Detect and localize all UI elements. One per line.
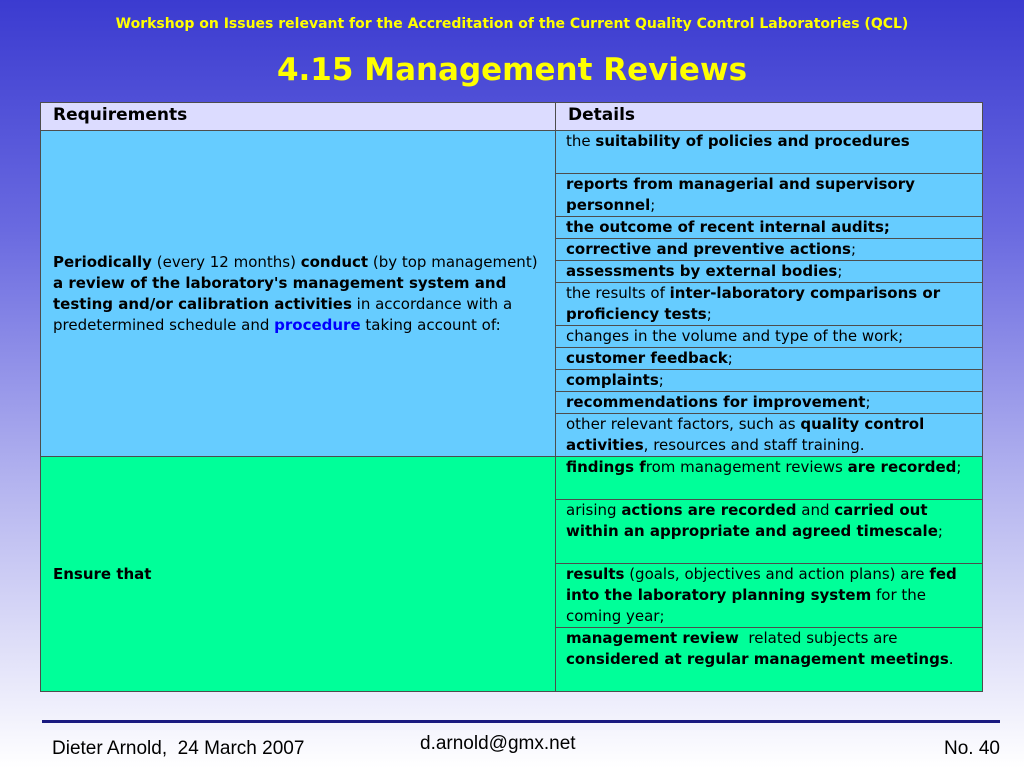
footer-email: d.arnold@gmx.net bbox=[420, 733, 576, 754]
req-text: procedure bbox=[274, 315, 361, 334]
detail-text: results bbox=[566, 565, 625, 583]
req-text: Periodically bbox=[53, 252, 152, 271]
detail-item bbox=[556, 131, 983, 174]
req-text: taking account of: bbox=[360, 315, 501, 334]
detail-text: ; bbox=[865, 393, 871, 411]
detail-text: ; bbox=[727, 349, 733, 367]
footer-author-date: Dieter Arnold, 24 March 2007 bbox=[52, 738, 305, 759]
detail-text: findings f bbox=[566, 458, 646, 476]
detail-item bbox=[556, 370, 983, 392]
requirement-periodic-review bbox=[41, 131, 556, 457]
detail-text: arising bbox=[566, 501, 622, 519]
detail-text: ; bbox=[850, 240, 857, 258]
detail-text: carried out within an appropriate and agreed timescale bbox=[566, 501, 938, 540]
detail-text: actions are recorded bbox=[621, 501, 797, 519]
detail-item bbox=[556, 392, 983, 414]
req-text: Ensure that bbox=[53, 564, 152, 583]
detail-text: corrective and preventive actions bbox=[566, 240, 851, 258]
detail-text: ; bbox=[956, 458, 962, 476]
detail-item bbox=[556, 174, 983, 217]
detail-item: changes in the volume and type of the work; bbox=[556, 326, 983, 348]
table-row bbox=[41, 131, 983, 174]
requirement-ensure-that bbox=[41, 457, 556, 692]
detail-text: related subjects are bbox=[738, 629, 903, 647]
detail-text: fed into the laboratory planning system bbox=[566, 565, 957, 604]
detail-item bbox=[556, 348, 983, 370]
details-header: Details bbox=[556, 103, 983, 131]
detail-item bbox=[556, 283, 983, 326]
detail-text: management review bbox=[566, 629, 739, 647]
detail-item bbox=[556, 500, 983, 564]
workshop-header: Workshop on Issues relevant for the Accreditation of the Current Quality Control Laboratories (QCL) bbox=[115, 16, 909, 32]
detail-text: reports from managerial and supervisory personnel bbox=[566, 175, 915, 214]
detail-text: (goals, objectives and action plans) are bbox=[624, 565, 930, 583]
detail-item bbox=[556, 239, 983, 261]
detail-item bbox=[556, 414, 983, 457]
detail-text: ; bbox=[706, 305, 712, 323]
detail-text: the outcome of recent internal audits; bbox=[566, 218, 890, 236]
detail-text: suitability of policies and procedures bbox=[595, 132, 910, 150]
detail-item bbox=[556, 628, 983, 692]
detail-text: the results of bbox=[566, 284, 670, 302]
detail-text: ; bbox=[658, 371, 664, 389]
detail-item bbox=[556, 457, 983, 500]
management-reviews-table bbox=[40, 102, 983, 692]
table-header-row bbox=[41, 103, 983, 131]
detail-text: ; bbox=[937, 522, 943, 540]
detail-item bbox=[556, 564, 983, 628]
detail-text: recommendations for improvement bbox=[566, 393, 866, 411]
detail-text: quality control activities bbox=[566, 415, 925, 454]
detail-text: , resources and staff training. bbox=[643, 436, 865, 454]
req-text: conduct bbox=[300, 252, 369, 271]
slide-title: 4.15 Management Reviews bbox=[276, 52, 748, 88]
req-text: a review of the laboratory's management system and testing and/or calibration activities bbox=[53, 273, 507, 313]
req-text: in accordance with a predetermined schedule and bbox=[53, 294, 513, 334]
req-text: (every 12 months) bbox=[151, 252, 301, 271]
table-row bbox=[41, 457, 983, 500]
detail-text: . bbox=[948, 650, 954, 668]
detail-text: considered at regular management meetings bbox=[566, 650, 949, 668]
requirements-header: Requirements bbox=[41, 103, 556, 131]
detail-text: complaints bbox=[566, 371, 659, 389]
detail-item bbox=[556, 261, 983, 283]
detail-text: are recorded bbox=[847, 458, 957, 476]
detail-text: ; bbox=[650, 196, 656, 214]
detail-text: and bbox=[796, 501, 835, 519]
detail-text: inter-laboratory comparisons or proficiency tests bbox=[566, 284, 941, 323]
footer-divider bbox=[42, 720, 1000, 723]
detail-text: the bbox=[566, 132, 596, 150]
detail-text: other relevant factors, such as bbox=[566, 415, 801, 433]
detail-text: for the coming year; bbox=[566, 586, 926, 625]
detail-text: ; bbox=[837, 262, 843, 280]
detail-item bbox=[556, 217, 983, 239]
detail-text: assessments by external bodies bbox=[566, 262, 838, 280]
detail-text: rom management reviews bbox=[645, 458, 848, 476]
slide-number: No. 40 bbox=[944, 738, 1000, 759]
detail-text: customer feedback bbox=[566, 349, 728, 367]
req-text: (by top management) bbox=[368, 252, 538, 271]
